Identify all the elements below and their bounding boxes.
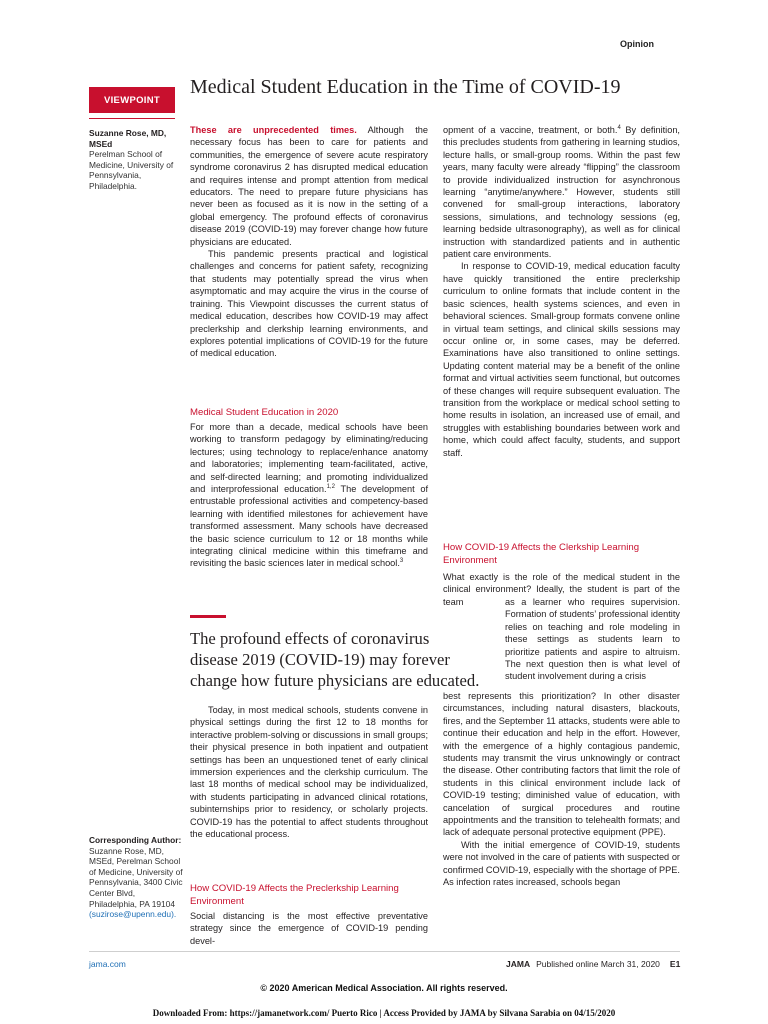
author-name: Suzanne Rose, MD, MSEd — [89, 128, 167, 149]
reference-marker[interactable]: 4 — [617, 124, 621, 131]
footer-divider — [89, 951, 680, 952]
copyright-notice: © 2020 American Medical Association. All rights reserved. — [260, 983, 508, 993]
column-1-middle — [190, 421, 428, 570]
corresponding-email-link[interactable]: (suzirose@upenn.edu). — [89, 909, 177, 920]
paragraph: Social distancing is the most effective preventative strategy since the emergence of COVID-19 pending devel- — [190, 911, 428, 946]
author-affiliation: Perelman School of Medicine, University of Pennsylvania, Philadelphia. — [89, 149, 174, 191]
reference-marker[interactable]: 1,2 — [326, 483, 335, 490]
paragraph: best represents this prioritization? In other disaster circumstances, including natural disasters, blackouts, fires, and the September 11 attacks, students were able to continue their education and help in the effort. However, with the emergence of a highly contagious pandemic, students may transmit the virus unknowingly or contract the disease. Other contributing factors that limit the role of students in this clinical environment include lack of COVID-19 testing; diminished value of education, with cancelation of surgical procedures and routine appointments and the transition to telehealth formats; and lack of adequate personal protective equipment (PPE). — [443, 691, 680, 838]
section-heading-preclerkship — [190, 882, 428, 908]
badge-divider — [89, 118, 175, 119]
paragraph: This pandemic presents practical and logistical challenges and concerns for patient safety, recognizing that students may potentially spread the virus when asymptomatic and may acquire the virus in the course of training. This Viewpoint discusses the current status of medical education, describes how COVID-19 may affect preclerkship and clerkship learning environments, and explores potential implications of COVID-19 for the future of medical education. — [190, 249, 428, 359]
column-1-bottom — [190, 910, 428, 947]
column-2-bottom — [443, 690, 680, 889]
column-2-wrap-indented — [505, 596, 680, 683]
pull-quote-rule — [190, 615, 226, 618]
column-1-lower — [190, 704, 428, 840]
section-heading-text: Medical Student Education in 2020 — [190, 407, 339, 418]
corresponding-author-block — [89, 835, 183, 920]
footer-publication-info — [506, 959, 680, 969]
lead-in: These are unprecedented times. — [190, 125, 357, 135]
paragraph: By definition, this precludes students from gathering in learning studios, lecture halls, or small-group rooms. Within the past few years, many faculty were already “flipping” the classroom to provide individualized instruction for asynchronous learning “anytime/anywhere.” However, students still convened for small-group interactions, laboratory sessions, simulations, and technology sessions (eg, learning bedside ultrasonography), as well as for clinical instruction with standardized patients and in authentic patient care environments. — [443, 125, 680, 260]
paragraph: Today, in most medical schools, students convene in physical settings during the first 12 to 18 months for interactive problem-solving or discussions in small groups; their physical presence in both inpatient and outpatient settings has been an unquestioned tenet of early clinical immersion experiences and the clerkship curriculum. The last 18 months of medical school may be individualized, with students participating in advanced clinical rotations, subinternships prior to residency, or scholarly projects. COVID-19 has the potential to affect students throughout the educational process. — [190, 705, 428, 840]
section-label: Opinion — [620, 39, 654, 49]
journal-site-link[interactable]: jama.com — [89, 959, 126, 969]
journal-name: JAMA — [506, 959, 531, 969]
paragraph: What exactly is the role of the medical student in the clinical environment? Ideally, the student is part of the team — [443, 572, 680, 607]
page-number: E1 — [669, 959, 681, 969]
viewpoint-badge: VIEWPOINT — [89, 87, 175, 113]
paragraph: With the initial emergence of COVID-19, students were not involved in the care of patients with suspected or confirmed COVID-19, especially with the shortage of PPE. As infection rates increased, schools began — [443, 839, 680, 888]
pull-quote: The profound effects of coronavirus disease 2019 (COVID-19) may forever change how future physicians are educated. — [190, 629, 480, 690]
paragraph: as a learner who requires supervision. Formation of students’ professional identity relies on teaching and role modeling in these settings as students learn to prioritize patients and aspire to altruism. The next question then is what level of student involvement during a crisis — [505, 597, 680, 682]
paragraph: opment of a vaccine, treatment, or both. — [443, 125, 618, 135]
column-1-intro — [190, 124, 428, 360]
download-notice: Downloaded From: https://jamanetwork.com/ Puerto Rico | Access Provided by JAMA by Silvana Sarabia on 04/15/2020 — [152, 1008, 616, 1018]
paragraph: For more than a decade, medical schools have been working to transform pedagogy by eliminating/reducing lectures; using technology to replace/enhance anatomy and laboratories; implementing team-facilitated, active, and self-directed learning; and promoting individualized and interprofessional education. — [190, 422, 428, 495]
section-heading-2020 — [190, 406, 428, 419]
section-heading-text: How COVID-19 Affects the Preclerkship Learning Environment — [190, 883, 399, 907]
author-block — [89, 128, 183, 192]
section-heading-clerkship — [443, 541, 680, 567]
reference-marker[interactable]: 3 — [399, 558, 404, 565]
corresponding-label: Corresponding Author: — [89, 835, 182, 845]
section-heading-text: How COVID-19 Affects the Clerkship Learning Environment — [443, 542, 640, 566]
intro-paragraph: Although the necessary focus has been to care for patients and communities, the emergence of severe acute respiratory syndrome coronavirus 2 has disrupted medical education and requires intense and prompt attention from medical educators. The need to prepare future physicians has never been as focused as it is now in the setting of a global emergency. The profound effects of coronavirus disease 2019 (COVID-19) may forever change how future physicians are educated. — [190, 125, 429, 247]
paragraph: In response to COVID-19, medical education faculty have quickly transitioned the entire preclerkship curriculum to online formats that include content in the basic sciences, health systems sciences, and even in behavioral sciences. Small-group formats convene online in virtual team settings, and clinical skills sessions may occur online or, in some cases, may be deferred. Examinations have also transitioned to online settings. Updating content material may be a benefit of the online format and virtual activities seem functional, but outcomes of these changes will require subsequent evaluation. The transition from the workplace or medical school setting to home results in isolation, an increased use of email, and struggles with establishing boundaries between work and home, which could affect faculty, students, and support staff. — [443, 261, 680, 458]
column-2-top — [443, 124, 680, 459]
paragraph: The development of entrustable professional activities and competency-based learning with identified milestones for achievement have transformed assessment. Many schools have decreased the basic science curriculum to 12 or 18 months while integrating clinical medicine within this timeframe and revisiting the basic sciences later in medical school. — [190, 484, 428, 569]
published-date: Published online March 31, 2020 — [536, 959, 660, 969]
corresponding-address: Suzanne Rose, MD, MSEd, Perelman School of Medicine, University of Pennsylvania, 3400 Civic Center Blvd, Philadelphia, PA 19104 — [89, 845, 183, 909]
article-title: Medical Student Education in the Time of COVID-19 — [190, 76, 621, 98]
